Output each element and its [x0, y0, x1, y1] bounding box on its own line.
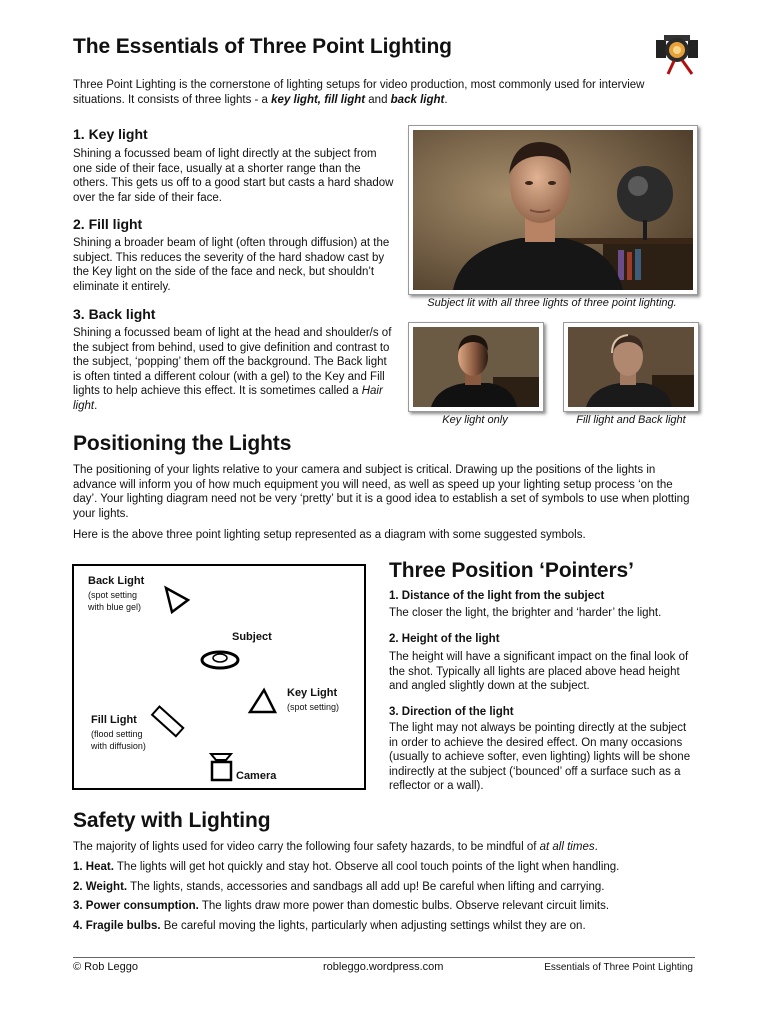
lighting-diagram: [72, 564, 366, 790]
diagram-intro: Here is the above three point lighting setup represented as a diagram with some suggested symbols.: [73, 529, 586, 541]
back-light-body: Shining a focussed beam of light at the head and shoulder/s of the subject from behind, used to give definition and contrast to the subject, ‘popping’ them off the background. The Back light is often tinted a different colour (with a gel) to the Key and Fill lights to help achieve this effect. It is sometimes called a: [73, 327, 392, 398]
subject-label: Subject: [232, 631, 272, 643]
page-title: The Essentials of Three Point Lighting: [73, 35, 452, 58]
hazard-text: The lights draw more power than domestic bulbs. Observe relevant circuit limits.: [198, 900, 610, 913]
fill-light-text: Shining a broader beam of light (often through diffusion) at the subject. This reduces the severity of the hard shadow cast by the Key light on the side of the face and neck, but shouldn’t eliminate it entirely.: [73, 237, 390, 293]
positioning-paragraph: The positioning of your lights relative to your camera and subject is critical. Drawing up the positions of the lights in advance will inform you of how much equipment you will need, as well as speed up your lighting setup process ‘on the day’. Your lighting diagram need not be very ‘pretty’ but it is a good idea to establish a set of symbols to use when plotting your lights.: [73, 464, 690, 520]
key-light-text: Shining a focussed beam of light directly at the subject from one side of their face, usually at a shorter range than the others. This gets us off to a good start but casts a hard shadow over the far side of their face.: [73, 148, 394, 204]
pointer-heading: 1. Distance of the light from the subject: [389, 590, 605, 602]
back-light-note: (spot setting: [88, 590, 138, 600]
back-light-heading: 3. Back light: [73, 306, 156, 322]
intro-paragraph: [73, 78, 693, 107]
fill-back-photo: [563, 322, 699, 412]
hair-light-emphasis: Hair light: [73, 385, 383, 412]
fill-light-note: with diffusion): [91, 741, 146, 751]
intro-text: Three Point Lighting is the cornerstone of lighting setups for video production, most commonly used for interview situations. It consists of three lights - a: [73, 79, 645, 106]
intro-text: and: [365, 93, 391, 106]
back-light-text: [73, 326, 395, 414]
safety-intro-text: The majority of lights used for video carry the following four safety hazards, to be mindful of: [73, 841, 540, 853]
footer-divider: [73, 957, 695, 958]
fill-light-symbol: [152, 707, 183, 737]
hazard-label: 2. Weight.: [73, 880, 128, 893]
list-item: [73, 880, 698, 895]
safety-intro-emphasis: at all times: [539, 841, 595, 853]
positioning-heading: Positioning the Lights: [73, 432, 292, 455]
key-light-heading: 1. Key light: [73, 126, 148, 142]
footer-copyright: © Rob Leggo: [73, 961, 138, 973]
pointer-text: The closer the light, the brighter and ‘harder’ the light.: [389, 607, 662, 619]
hazard-label: 3. Power consumption.: [73, 900, 199, 913]
pointer-heading: 2. Height of the light: [389, 633, 500, 645]
film-light-icon: [654, 32, 700, 76]
footer-doc-title: Essentials of Three Point Lighting: [544, 962, 693, 973]
hazard-text: Be careful moving the lights, particularly when adjusting settings whilst they are on.: [160, 919, 586, 932]
key-light-label: Key Light: [287, 687, 338, 699]
fill-light-label: Fill Light: [91, 714, 137, 726]
key-only-photo: [408, 322, 544, 412]
main-photo: [408, 125, 698, 295]
safety-intro: [73, 840, 698, 855]
pointer-text: The light may not always be pointing directly at the subject in order to achieve the desired effect. On many occasions (usually to achieve softer, even lighting) lights will be shone indirectly at the subject (‘bounced’ off a surface such as a reflector or a wall).: [389, 722, 691, 793]
fill-light-note: (flood setting: [91, 729, 143, 739]
back-light-label: Back Light: [88, 575, 145, 587]
footer-website[interactable]: robleggo.wordpress.com: [323, 961, 444, 973]
key-only-caption: Key light only: [442, 414, 508, 426]
fill-back-caption: Fill light and Back light: [576, 414, 686, 426]
key-light-symbol: [250, 690, 275, 712]
intro-text: .: [444, 93, 448, 106]
hazard-text: The lights will get hot quickly and stay hot. Observe all cool touch points of the light when handling.: [113, 861, 620, 873]
portrait-key-image: [413, 327, 539, 407]
pointer-text: The height will have a significant impact on the final look of the shot. Typically all lights are placed above head height and angled slightly down at the subject.: [389, 651, 689, 693]
portrait-fill-back-image: [568, 327, 694, 407]
safety-heading: Safety with Lighting: [73, 809, 271, 832]
list-item: [73, 919, 698, 934]
intro-emphasis: back light: [390, 93, 445, 106]
hazard-text: The lights, stands, accessories and sandbags all add up! Be careful when lifting and carrying.: [127, 880, 605, 893]
portrait-image: [413, 130, 693, 290]
back-light-end: .: [94, 399, 98, 412]
camera-symbol: [212, 762, 231, 780]
intro-emphasis: key light, fill light: [271, 93, 366, 106]
list-item: [73, 860, 698, 875]
camera-lens-symbol: [211, 754, 231, 760]
main-photo-caption: Subject lit with all three lights of three point lighting.: [427, 297, 677, 309]
hazard-label: 1. Heat.: [73, 861, 114, 873]
list-item: [73, 899, 698, 914]
key-light-note: (spot setting): [287, 702, 340, 712]
back-light-symbol: [166, 588, 188, 612]
pointers-heading: Three Position ‘Pointers’: [389, 559, 634, 582]
pointer-heading: 3. Direction of the light: [389, 706, 514, 718]
camera-label: Camera: [236, 770, 277, 782]
safety-intro-end: .: [594, 841, 598, 853]
hazard-label: 4. Fragile bulbs.: [73, 919, 161, 932]
fill-light-heading: 2. Fill light: [73, 216, 143, 232]
safety-list: [73, 860, 698, 938]
back-light-note: with blue gel): [88, 602, 142, 612]
